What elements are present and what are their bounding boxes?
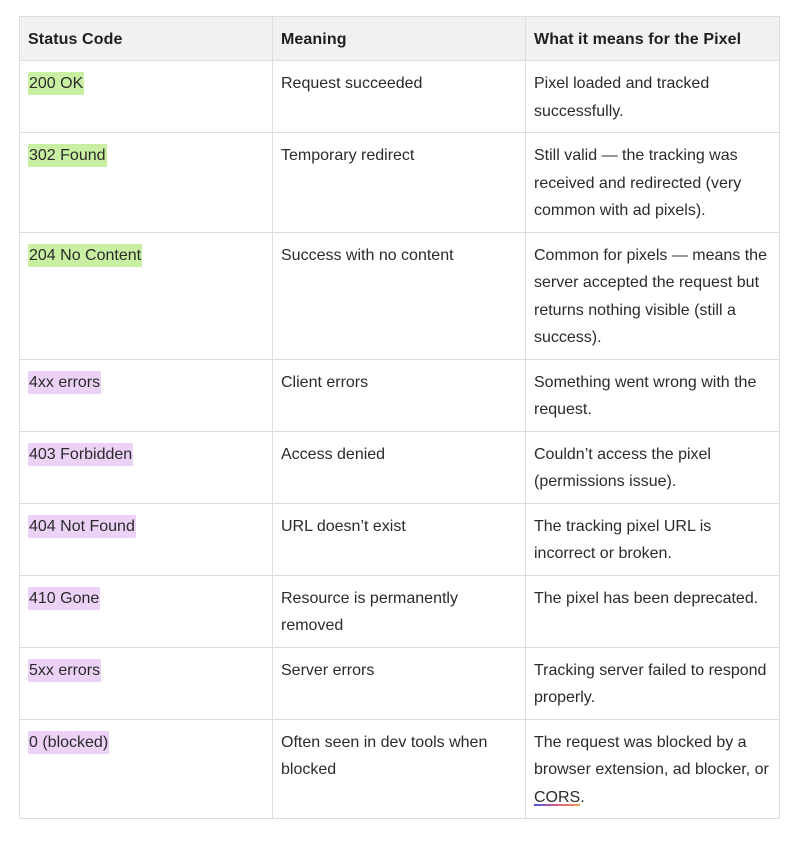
status-code-cell — [20, 503, 273, 575]
pixel-meaning-text: The request was blocked by a browser extension, ad blocker, or — [534, 733, 769, 778]
table-row — [20, 503, 780, 575]
pixel-meaning-cell: Couldn’t access the pixel (permissions issue). — [526, 431, 780, 503]
status-code-badge: 204 No Content — [28, 244, 142, 267]
status-code-cell — [20, 431, 273, 503]
meaning-cell: Temporary redirect — [273, 133, 526, 233]
status-code-badge: 5xx errors — [28, 659, 101, 682]
meaning-cell: Success with no content — [273, 232, 526, 359]
pixel-meaning-cell: Still valid — the tracking was received and redirected (very common with ad pixels). — [526, 133, 780, 233]
pixel-meaning-cell — [526, 719, 780, 819]
status-code-table — [19, 16, 780, 819]
table-row — [20, 359, 780, 431]
status-code-badge: 200 OK — [28, 72, 84, 95]
meaning-cell: Resource is permanently removed — [273, 575, 526, 647]
meaning-cell: Access denied — [273, 431, 526, 503]
table-row — [20, 575, 780, 647]
meaning-cell: Server errors — [273, 647, 526, 719]
meaning-cell: Request succeeded — [273, 61, 526, 133]
table-row — [20, 232, 780, 359]
meaning-cell: Client errors — [273, 359, 526, 431]
status-code-cell — [20, 232, 273, 359]
pixel-meaning-cell: Pixel loaded and tracked successfully. — [526, 61, 780, 133]
meaning-cell: URL doesn’t exist — [273, 503, 526, 575]
status-code-cell — [20, 647, 273, 719]
status-code-badge: 404 Not Found — [28, 515, 136, 538]
header-pixel-meaning: What it means for the Pixel — [526, 17, 780, 61]
pixel-meaning-cell: Common for pixels — means the server accepted the request but returns nothing visible (still a success). — [526, 232, 780, 359]
status-code-cell — [20, 575, 273, 647]
pixel-meaning-cell: Something went wrong with the request. — [526, 359, 780, 431]
table-body — [20, 61, 780, 819]
header-meaning: Meaning — [273, 17, 526, 61]
cors-link[interactable]: CORS — [534, 788, 581, 806]
table-header-row — [20, 17, 780, 61]
status-code-badge: 0 (blocked) — [28, 731, 109, 754]
table-row — [20, 431, 780, 503]
pixel-meaning-cell: The tracking pixel URL is incorrect or broken. — [526, 503, 780, 575]
table-row — [20, 647, 780, 719]
pixel-meaning-cell: Tracking server failed to respond properly. — [526, 647, 780, 719]
table-header — [20, 17, 780, 61]
pixel-meaning-cell: The pixel has been deprecated. — [526, 575, 780, 647]
status-code-badge: 410 Gone — [28, 587, 100, 610]
status-code-cell — [20, 359, 273, 431]
meaning-cell: Often seen in dev tools when blocked — [273, 719, 526, 819]
status-code-table-container — [19, 16, 779, 819]
table-row — [20, 61, 780, 133]
status-code-cell — [20, 719, 273, 819]
status-code-badge: 4xx errors — [28, 371, 101, 394]
status-code-cell — [20, 133, 273, 233]
table-row — [20, 133, 780, 233]
status-code-badge: 403 Forbidden — [28, 443, 133, 466]
header-status-code: Status Code — [20, 17, 273, 61]
status-code-cell — [20, 61, 273, 133]
table-row — [20, 719, 780, 819]
pixel-meaning-suffix: . — [580, 788, 585, 806]
status-code-badge: 302 Found — [28, 144, 107, 167]
